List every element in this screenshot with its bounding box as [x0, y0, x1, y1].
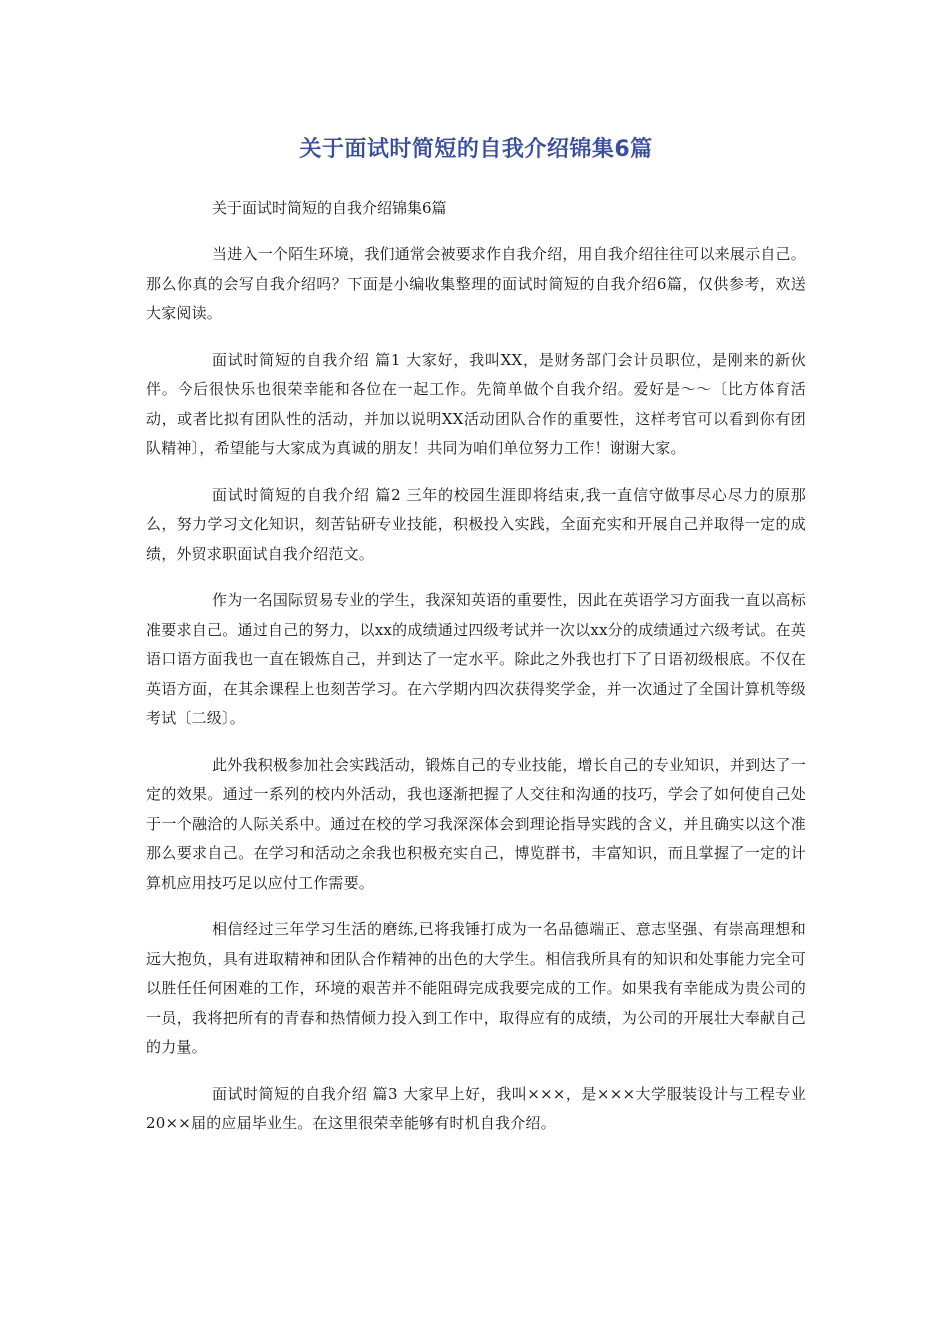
paragraph-part-2: 面试时简短的自我介绍 篇2 三年的校园生涯即将结束,我一直信守做事尽心尽力的原那么，努力学习文化知识，刻苦钻研专业技能，积极投入实践，全面充实和开展自己并取得一定的成绩，外贸求职面试自我介绍范文。	[146, 485, 806, 563]
paragraph-english-study: 作为一名国际贸易专业的学生，我深知英语的重要性，因此在英语学习方面我一直以高标准要求自己。通过自己的努力，以xx的成绩通过四级考试并一次以xx分的成绩通过六级考试。在英语口语方面我也一直在锻炼自己，并到达了一定水平。除此之外我也打下了日语初级根底。不仅在英语方面，在其余课程上也刻苦学习。在六学期内四次获得奖学金，并一次通过了全国计算机等级考试〔二级〕。	[146, 591, 806, 727]
paragraph-intro: 当进入一个陌生环境，我们通常会被要求作自我介绍，用自我介绍往往可以来展示自己。那么你真的会写自我介绍吗？下面是小编收集整理的面试时简短的自我介绍6篇，仅供参考，欢送大家阅读。	[146, 245, 806, 322]
paragraph-social-practice: 此外我积极参加社会实践活动，锻炼自己的专业技能，增长自己的专业知识，并到达了一定的效果。通过一系列的校内外活动，我也逐渐把握了人交往和沟通的技巧，学会了如何使自己处于一个融洽的人际关系中。通过在校的学习我深深体会到理论指导实践的含义，并且确实以这个准那么要求自己。在学习和活动之余我也积极充实自己，博览群书，丰富知识，而且掌握了一定的计算机应用技巧足以应付工作需要。	[146, 755, 806, 892]
document-title: 关于面试时简短的自我介绍锦集6篇	[299, 137, 653, 162]
paragraph-part-1: 面试时简短的自我介绍 篇1 大家好，我叫XX，是财务部门会计员职位，是刚来的新伙伴。今后很快乐也很荣幸能和各位在一起工作。先简单做个自我介绍。爱好是～～〔比方体育活动，或者比拟有团队性的活动，并加以说明XX活动团队合作的重要性，这样考官可以看到你有团队精神〕，希望能与大家成为真诚的朋友！共同为咱们单位努力工作！谢谢大家。	[146, 350, 806, 457]
paragraph-conclusion: 相信经过三年学习生活的磨练,已将我锤打成为一名品德端正、意志坚强、有崇高理想和远大抱负，具有进取精神和团队合作精神的出色的大学生。相信我所具有的知识和处事能力完全可以胜任任何困难的工作，环境的艰苦并不能阻碍完成我要完成的工作。如果我有幸能成为贵公司的一员，我将把所有的青春和热情倾力投入到工作中，取得应有的成绩，为公司的开展壮大奉献自己的力量。	[146, 920, 806, 1056]
document-subtitle: 关于面试时简短的自我介绍锦集6篇	[212, 199, 447, 217]
document-page	[146, 128, 806, 1156]
paragraph-part-3: 面试时简短的自我介绍 篇3 大家早上好，我叫×××，是×××大学服装设计与工程专业20××届的应届毕业生。在这里很荣幸能够有时机自我介绍。	[146, 1084, 806, 1132]
